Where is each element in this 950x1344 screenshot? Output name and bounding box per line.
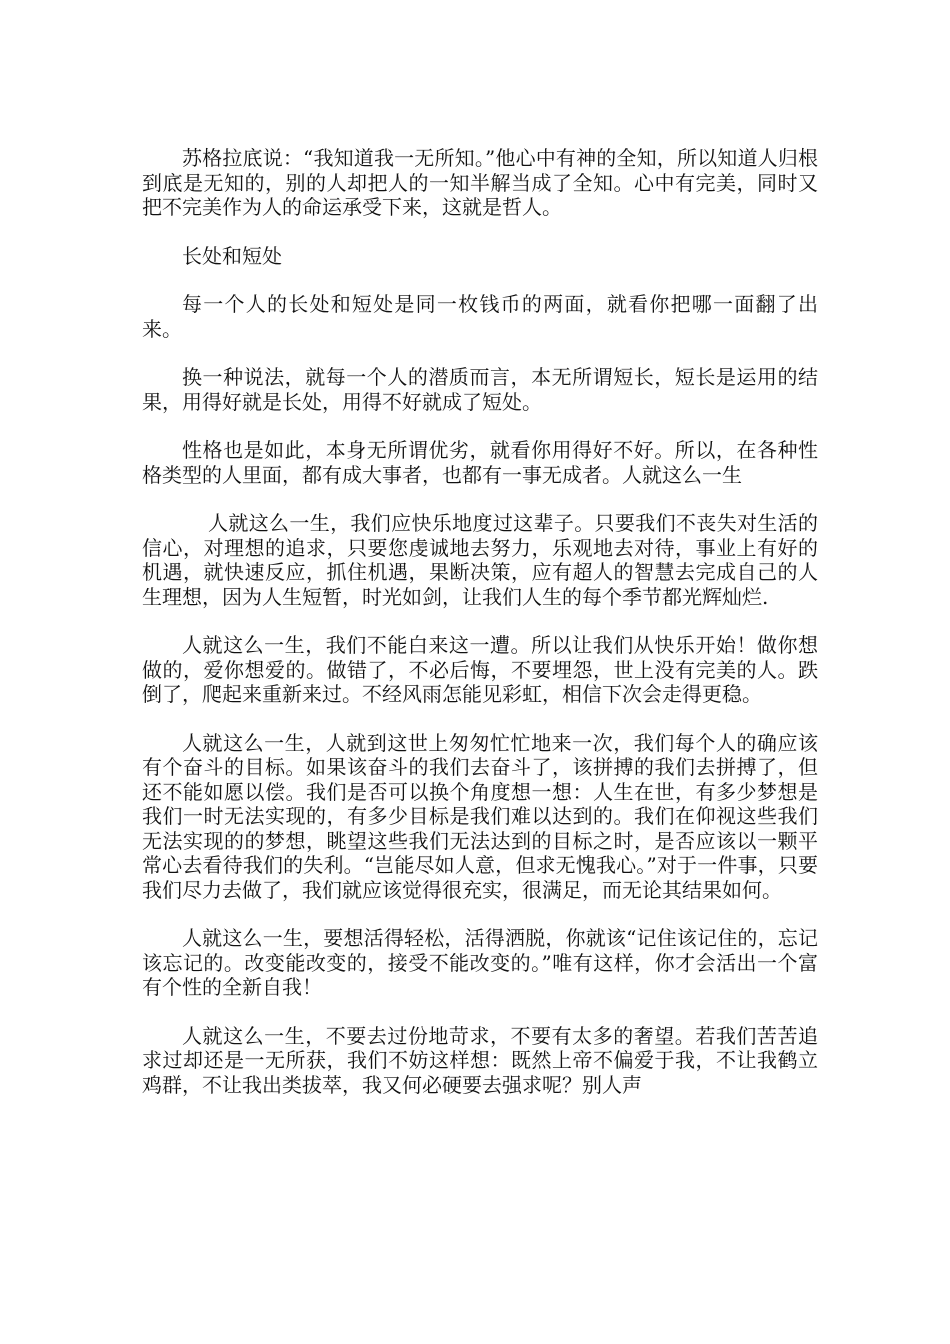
paragraph-no-excess-demands: 人就这么一生，不要去过份地苛求，不要有太多的奢望。若我们苦苦追求过却还是一无所获，我们不妨这样想：既然上帝不偏爱于我，不让我鹤立鸡群，不让我出类拔萃，我又何必硬要去强求呢？别人声 <box>142 1023 818 1097</box>
paragraph-coin: 每一个人的长处和短处是同一枚钱币的两面，就看你把哪一面翻了出来。 <box>142 292 818 341</box>
paragraph-goals: 人就这么一生，人就到这世上匆匆忙忙地来一次，我们每个人的确应该有个奋斗的目标。如果该奋斗的我们去奋斗了，该拼搏的我们去拼搏了，但还不能如愿以偿。我们是否可以换个角度想一想：人生在世，有多少梦想是我们一时无法实现的，有多少目标是我们难以达到的。我们在仰视这些我们无法实现的的梦想，眺望这些我们无法达到的目标之时，是否应该以一颗平常心去看待我们的失利。“岂能尽如人意，但求无愧我心。”对于一件事，只要我们尽力去做了，我们就应该觉得很充实，很满足，而无论其结果如何。 <box>142 730 818 902</box>
paragraph-start-with-joy: 人就这么一生，我们不能白来这一遭。所以让我们从快乐开始！做你想做的，爱你想爱的。做错了，不必后悔，不要埋怨，世上没有完美的人。跌倒了，爬起来重新来过。不经风雨怎能见彩虹，相信下次会走得更稳。 <box>142 633 818 706</box>
paragraph-socrates: 苏格拉底说：“我知道我一无所知。”他心中有神的全知，所以知道人归根到底是无知的，别的人却把人的一知半解当成了全知。心中有完美，同时又把不完美作为人的命运承受下来，这就是哲人。 <box>142 146 818 219</box>
paragraph-remember-forget: 人就这么一生，要想活得轻松，活得洒脱，你就该“记住该记住的，忘记该忘记的。改变能改变的，接受不能改变的。”唯有这样，你才会活出一个富有个性的全新自我！ <box>142 926 818 999</box>
section-heading-strengths-weaknesses: 长处和短处 <box>182 243 282 268</box>
paragraph-happy-life: 人就这么一生，我们应快乐地度过这辈子。只要我们不丧失对生活的信心，对理想的追求，只要您虔诚地去努力，乐观地去对待，事业上有好的机遇，就快速反应，抓住机遇，果断决策，应有超人的智慧去完成自己的人生理想，因为人生短暂，时光如剑，让我们人生的每个季节都光辉灿烂. <box>142 511 818 609</box>
paragraph-personality: 性格也是如此，本身无所谓优劣，就看你用得好不好。所以，在各种性格类型的人里面，都有成大事者，也都有一事无成者。人就这么一生 <box>142 438 818 487</box>
paragraph-potential: 换一种说法，就每一个人的潜质而言，本无所谓短长，短长是运用的结果，用得好就是长处，用得不好就成了短处。 <box>142 365 818 414</box>
document-body <box>142 146 818 1121</box>
